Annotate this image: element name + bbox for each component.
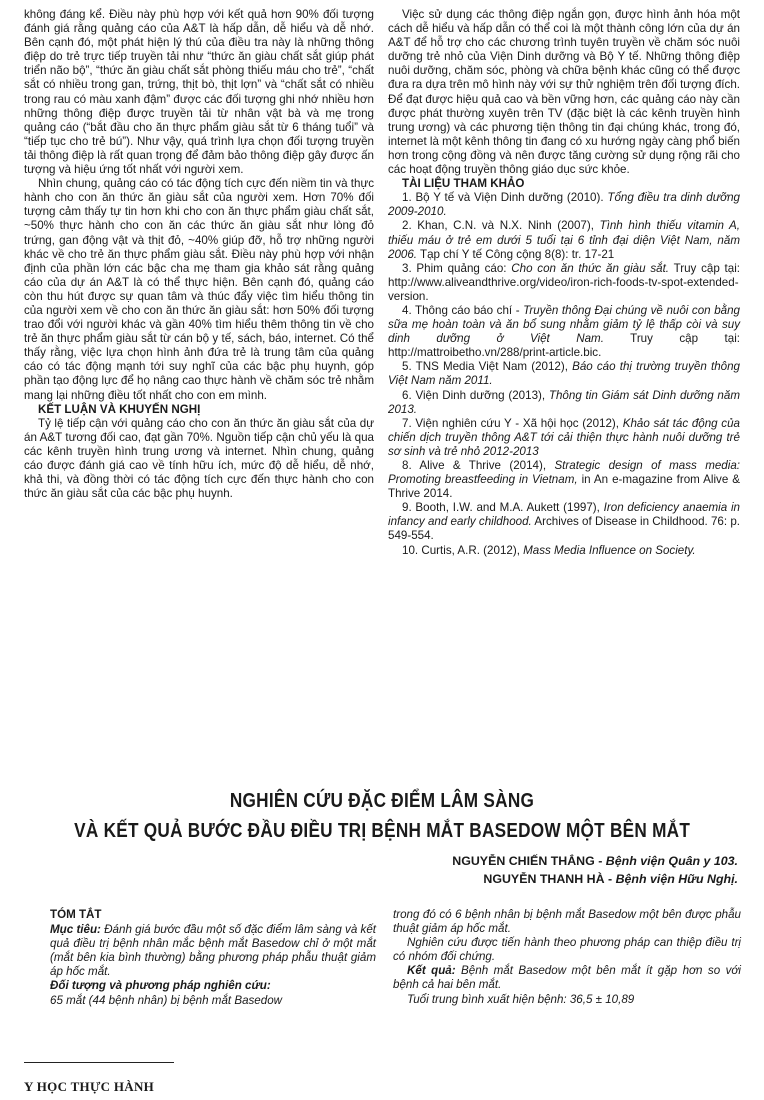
reference-item: [388, 219, 740, 261]
reference-item: [388, 501, 740, 543]
abstract-paragraph: Nghiên cứu được tiến hành theo phương pháp can thiệp điều trị có nhóm đối chứng.: [393, 936, 741, 964]
author-line: [452, 870, 738, 888]
author-line: [452, 852, 738, 870]
reference-source: in An e-magazine from Alive & Thrive 2014.: [388, 473, 740, 501]
paragraph: không đáng kể. Điều này phù hợp với kết quả hơn 90% đối tượng đánh giá rằng quảng cáo của A&T là hấp dẫn, dễ hiểu và dễ nhớ. Bên cạnh đó, một phát hiện lý thú của điều tra này là những thông điệp do trẻ trực tiếp truyền tải như “thức ăn giàu chất sắt giúp phát triển não bộ”, “thức ăn giàu chất sắt phòng thiếu máu cho trẻ”, “chất sắt có nhiều trong gan, trứng, thịt bò, thịt lợn” và “chất sắt có nhiều trong rau có màu xanh đậm” được các đối tượng ghi nhớ nhiều hơn những thông điệp được truyền tải từ nhân vật bà và mẹ trong quảng cáo (“bắt đầu cho ăn thực phẩm giàu sắt từ 6 tháng tuổi” và “tiếp tục cho trẻ bú”). Như vậy, quá trình lựa chọn đối tượng truyền tải thông điệp là rất quan trọng để đảm bảo thông điệp gây được ấn tượng và hiệu ứng tốt nhất với người xem.: [24, 8, 374, 177]
abstract-results: [393, 964, 741, 992]
reference-title: Khảo sát tác động của chiến dịch truyền thông A&T tới cải thiện thực hành nuôi dưỡng trẻ sơ sinh và trẻ nhỏ 2012-2013: [388, 416, 740, 458]
author-affiliation: Bệnh viện Quân y 103.: [605, 854, 738, 868]
journal-footer: Y HỌC THỰC HÀNH: [24, 1079, 155, 1094]
section-heading-conclusion: KẾT LUẬN VÀ KHUYẾN NGHỊ: [38, 402, 201, 416]
reference-text: 9. Booth, I.W. and M.A. Aukett (1997),: [402, 501, 604, 515]
abstract-right-column: [393, 908, 741, 1007]
paragraph: Tỷ lệ tiếp cận với quảng cáo cho con ăn thức ăn giàu sắt của dự án A&T tương đối cao, đạt gần 70%. Nguồn tiếp cận chủ yếu là qua các kênh truyền hình trung ương và internet. Nhìn chung, quảng cáo được đánh giá cao về tính hữu ích, mức độ dễ hiểu, dễ nhớ, khả thi, và đồng thời có tác động tích cực đến thực hành cho con thức ăn giàu sắt của các bậc phụ huynh.: [24, 416, 374, 501]
article-title: [24, 786, 740, 846]
reference-text: 1. Bộ Y tế và Viện Dinh dưỡng (2010).: [402, 191, 608, 205]
title-line-1: NGHIÊN CỨU ĐẶC ĐIỂM LÂM SÀNG: [229, 790, 535, 812]
reference-text: 6. Viện Dinh dưỡng (2013),: [402, 388, 549, 402]
reference-title: Tình hình thiếu vitamin A, thiếu máu ở trẻ em dưới 5 tuổi tại 6 tỉnh đại diện Việt Nam, năm 2006.: [388, 219, 740, 261]
reference-item: [388, 360, 740, 388]
author-affiliation: Bệnh viện Hữu Nghị.: [615, 872, 738, 886]
aim-text: Đánh giá bước đầu một số đặc điểm lâm sàng và kết quả điều trị bệnh nhân mắc bệnh mắt Basedow chỉ ở một mắt (mắt bên kia bình thường) bằng phương pháp phẫu thuật giảm áp hốc mắt.: [50, 923, 376, 979]
results-label: Kết quả:: [407, 964, 456, 978]
reference-title: Iron deficiency anaemia in infancy and early childhood.: [388, 501, 741, 529]
paragraph: Nhìn chung, quảng cáo có tác động tích cực đến niềm tin và thực hành cho con ăn thức ăn giàu sắt của người xem. Hơn 70% đối tượng cảm thấy tự tin hơn khi cho con ăn thực phẩm giàu chất sắt, ~50% thực hành cho con ăn các thức ăn giàu sắt như lòng đỏ trứng, gan động vật và thịt đỏ, ~40% giúp đỡ, hỗ trợ những người khác về cho trẻ ăn thực phẩm giàu sắt. Điều này phù hợp với nhận định của phần lớn các bậc cha mẹ tham gia khảo sát rằng quảng cáo của dự án A&T là có thể thực hiện. Bên cạnh đó, quảng cáo còn thu hút được sự quan tâm và thúc đẩy việc tìm hiểu thông tin của người xem về cho con ăn thức ăn giàu sắt: hơn 50% đối tượng trao đổi với người khác và gần 40% tìm hiểu thêm thông tin về cho trẻ ăn thực phẩm giàu sắt từ cán bộ y tế, sách, báo, internet. Có thể thấy rằng, việc lựa chọn hình ảnh đứa trẻ là trung tâm của quảng cáo có tác động mạnh tới suy nghĩ của các bậc phụ huynh, góp phần tạo động lực để họ nâng cao thực hành về chăm sóc trẻ nhằm mang lại những điều tốt nhất cho con em mình.: [24, 177, 374, 402]
reference-title: Truyền thông Đại chúng về nuôi con bằng sữa mẹ hoàn toàn và ăn bổ sung nhằm giảm tỷ lệ thấp còi và suy dinh dưỡng ở Việt Nam.: [388, 303, 740, 346]
reference-source: Archives of Disease in Childhood. 76: p. 549-554.: [388, 515, 740, 543]
title-line-2: VÀ KẾT QUẢ BƯỚC ĐẦU ĐIỀU TRỊ BỆNH MẮT BASEDOW MỘT BÊN MẮT: [74, 820, 691, 842]
author-name: NGUYỄN CHIẾN THẮNG -: [452, 854, 606, 868]
reference-list: [388, 191, 740, 557]
reference-title: Strategic design of mass media: Promoting breastfeeding in Vietnam,: [388, 459, 740, 487]
abstract-methods-label: [50, 979, 376, 993]
methods-label: Đối tượng và phương pháp nghiên cứu:: [50, 979, 271, 993]
reference-title: Báo cáo thị trường truyền thông Việt Nam năm 2011.: [388, 360, 740, 388]
abstract-heading: TÓM TẮT: [50, 908, 102, 921]
reference-text: 10. Curtis, A.R. (2012),: [402, 543, 524, 557]
footer-divider: [24, 1062, 174, 1063]
reference-text: 5. TNS Media Việt Nam (2012),: [402, 360, 573, 374]
author-name: NGUYỄN THANH HÀ -: [483, 872, 616, 886]
author-block: [452, 852, 738, 888]
reference-title: Cho con ăn thức ăn giàu sắt.: [511, 261, 670, 275]
reference-title: Mass Media Influence on Society.: [523, 543, 696, 557]
reference-item: [388, 262, 740, 304]
reference-item: [388, 389, 740, 417]
section-heading-references: TÀI LIỆU THAM KHẢO: [402, 177, 525, 191]
reference-item: [388, 544, 740, 558]
right-text-column: [388, 8, 740, 558]
results-text: Bệnh mắt Basedow một bên mắt ít gặp hơn so với bệnh cả hai bên mắt.: [393, 964, 742, 992]
abstract-paragraph: trong đó có 6 bệnh nhân bị bệnh mắt Basedow một bên được phẫu thuật giảm áp hốc mắt.: [393, 908, 741, 936]
reference-source: Truy cập tại: http://www.aliveandthrive.org/video/iron-rich-foods-tv-spot-extended-version.: [388, 261, 741, 303]
paragraph: Việc sử dụng các thông điệp ngắn gọn, được hình ảnh hóa một cách dễ hiểu và hấp dẫn có thể coi là một thành công lớn của dự án A&T để hỗ trợ cho các chương trình tuyên truyền về chăm sóc nuôi dưỡng trẻ nhỏ của Viện Dinh dưỡng và Bộ Y tế. Những thông điệp nuôi dưỡng, chăm sóc, phòng và chữa bệnh khác cũng có thể được đưa ra dựa trên mô hình này với sự thử nghiệm trên đối tượng đích. Để đạt được hiệu quả cao và bền vững hơn, các quảng cáo này cần được phát thường xuyên trên TV (đặc biệt là các kênh truyền hình trung ương) và các phương tiện thông tin đại chúng khác, trong đó, internet là một kênh thông tin đang có xu hướng ngày càng phổ biến hơn trong cộng đồng và nên được tăng cường sử dụng rộng rãi cho các hoạt động truyền thông giáo dục sức khỏe.: [388, 8, 740, 177]
reference-item: [388, 191, 740, 219]
abstract-left-column: [50, 908, 376, 1008]
abstract-paragraph: Tuổi trung bình xuất hiện bệnh: 36,5 ± 10,89: [407, 992, 635, 1006]
reference-title: Thông tin Giám sát Dinh dưỡng năm 2013.: [388, 388, 740, 416]
reference-text: 3. Phim quảng cáo:: [402, 261, 512, 275]
abstract-methods-text: 65 mắt (44 bệnh nhân) bị bệnh mắt Basedow: [50, 993, 283, 1007]
reference-text: 7. Viện nghiên cứu Y - Xã hội học (2012),: [402, 416, 623, 430]
reference-title: Tổng điều tra dinh dưỡng 2009-2010.: [388, 191, 740, 219]
reference-text: 4. Thông cáo báo chí -: [402, 303, 524, 317]
abstract-aim: [50, 923, 376, 979]
reference-item: [388, 417, 740, 459]
left-text-column: [24, 8, 374, 501]
aim-label: Mục tiêu:: [50, 923, 101, 937]
reference-text: 8. Alive & Thrive (2014),: [402, 459, 555, 472]
reference-source: Tạp chí Y tế Công cộng 8(8): tr. 17-21: [417, 247, 615, 261]
reference-item: [388, 459, 740, 501]
reference-item: [388, 304, 740, 360]
reference-source: Truy cập tại: http://mattroibetho.vn/288/print-article.bic.: [388, 332, 740, 360]
reference-text: 2. Khan, C.N. và N.X. Ninh (2007),: [402, 219, 600, 233]
